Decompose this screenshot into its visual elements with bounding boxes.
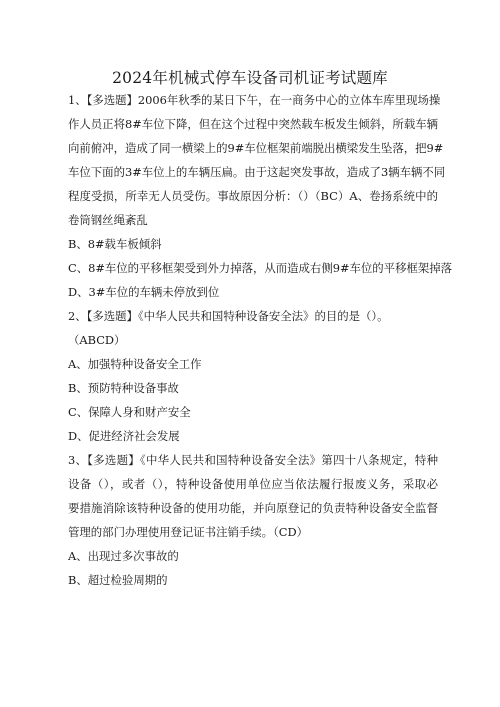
text-line: 要措施消除该特种设备的使用功能，并向原登记的负责特种设备安全监督 xyxy=(68,501,438,515)
text-line: A、加强特种设备安全工作 xyxy=(68,357,202,371)
text-line: C、保障人身和财产安全 xyxy=(68,405,191,419)
text-line: 作人员正将8#车位下降，但在这个过程中突然载车板发生倾斜，所载车辆 xyxy=(68,117,438,131)
text-line: B、预防特种设备事故 xyxy=(68,381,179,395)
text-line: A、出现过多次事故的 xyxy=(68,549,179,563)
text-line: 程度受损，所幸无人员受伤。事故原因分析：（）（BC）A、卷扬系统中的 xyxy=(68,189,438,203)
text-line: B、超过检验周期的 xyxy=(68,573,168,587)
question-content xyxy=(68,92,453,596)
document-title: 2024年机械式停车设备司机证考试题库 xyxy=(112,69,388,87)
text-line: C、8#车位的平移框架受到外力掉落，从而造成右侧9#车位的平移框架掉落 xyxy=(68,261,453,275)
text-line: 2、【多选题】《中华人民共和国特种设备安全法》的目的是（）。 xyxy=(68,309,389,323)
text-line: 向前俯冲，造成了同一横梁上的9#车位框架前端脱出横梁发生坠落，把9# xyxy=(68,141,444,155)
text-line: 1、【多选题】2006年秋季的某日下午，在一商务中心的立体车库里现场操 xyxy=(68,93,441,107)
text-line: B、8#载车板倾斜 xyxy=(68,237,162,251)
text-line: 车位下面的3#车位上的车辆压扁。由于这起突发事故，造成了3辆车辆不同 xyxy=(68,165,446,179)
text-line: D、促进经济社会发展 xyxy=(68,429,180,443)
text-line: 3、【多选题】《中华人民共和国特种设备安全法》第四十八条规定，特种 xyxy=(68,453,438,467)
text-line: （ABCD） xyxy=(68,333,126,347)
text-line: 管理的部门办理使用登记证书注销手续。（CD） xyxy=(68,525,308,539)
text-line: 卷筒钢丝绳紊乱 xyxy=(68,213,148,227)
text-line: D、3#车位的车辆未停放到位 xyxy=(68,285,220,299)
text-line: 设备（），或者（），特种设备使用单位应当依法履行报废义务，采取必 xyxy=(68,477,438,491)
